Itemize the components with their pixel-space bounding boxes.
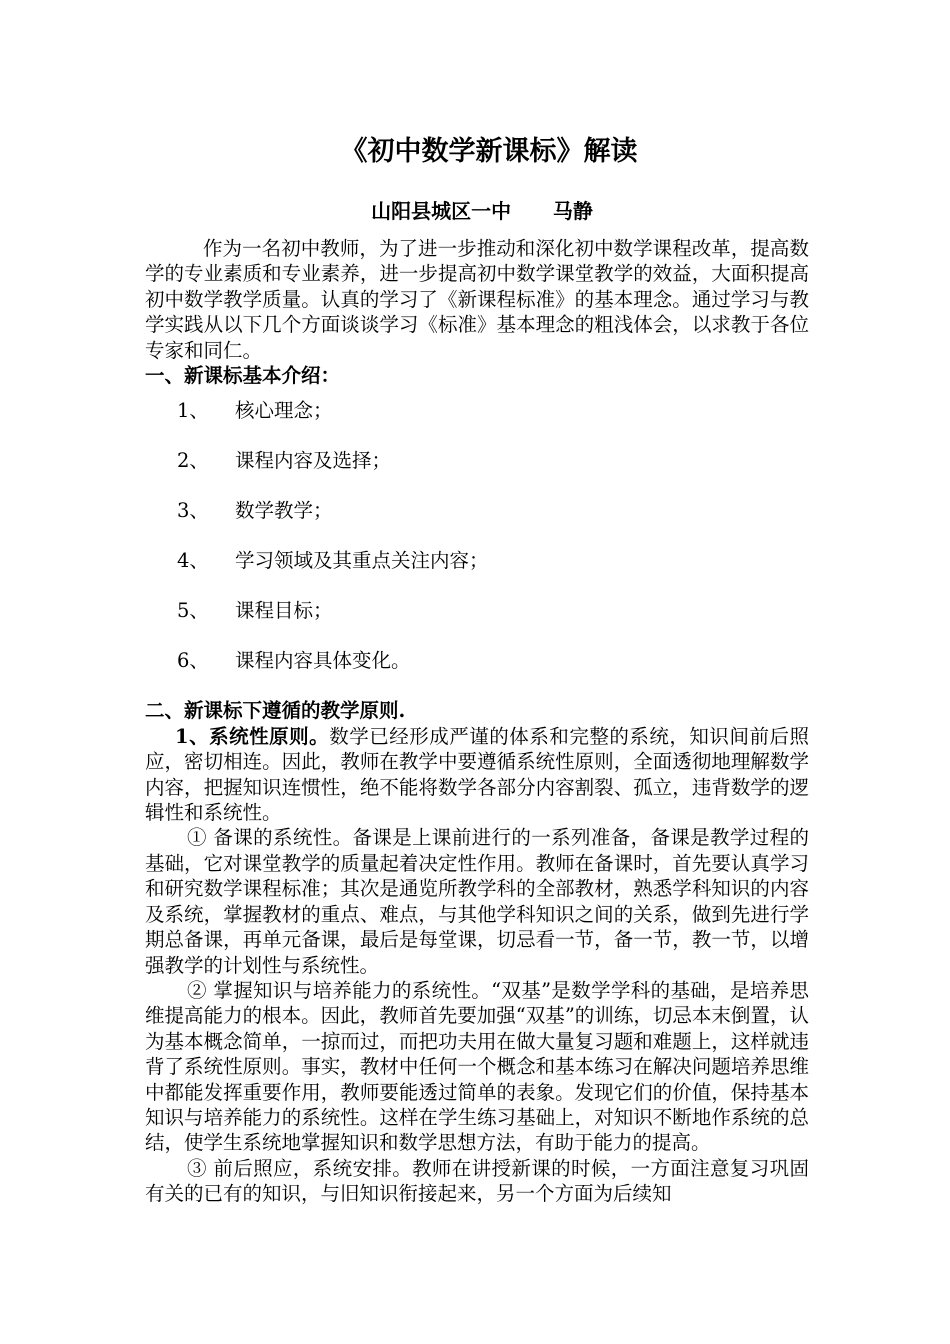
list-item-number: 3、 [177,499,209,523]
list-item-number: 2、 [177,449,209,473]
list-item-number: 5、 [177,599,209,623]
continuity-paragraph: ③ 前后照应，系统安排。教师在讲授新课的时候，一方面注意复习巩固有关的已有的知识，与旧知识衔接起来，另一个方面为后续知 [145,1156,809,1206]
section2-heading: 二、新课标下遵循的教学原则. [145,699,406,723]
principle-paragraph [145,724,809,826]
list-item-text: 课程内容及选择； [235,449,392,473]
skills-paragraph: ② 掌握知识与培养能力的系统性。“双基”是数学学科的基础，是培养思维提高能力的根本。因此，教师首先要加强“双基”的训练，切忌本末倒置，认为基本概念简单，一掠而过，而把功夫用在做大量复习题和难题上，这样就违背了系统性原则。事实，教材中任何一个概念和基本练习在解决问题培养思维中都能发挥重要作用，教师要能透过简单的表象。发现它们的价值，保持基本知识与培养能力的系统性。这样在学生练习基础上，对知识不断地作系统的总结，使学生系统地掌握知识和数学思想方法，有助于能力的提高。 [145,978,809,1155]
list-item-number: 1、 [177,399,209,423]
list-item [145,548,809,598]
list-item [145,598,809,648]
intro-paragraph: 作为一名初中教师，为了进一步推动和深化初中数学课程改革，提高数学的专业素质和专业素养，进一步提高初中数学课堂教学的效益，大面积提高初中数学教学质量。认真的学习了《新课程标准》的基本理念。通过学习与教学实践从以下几个方面谈谈学习《标准》基本理念的粗浅体会，以求教于各位专家和同仁。 [145,237,809,362]
lesson-prep-paragraph: ① 备课的系统性。备课是上课前进行的一系列准备，备课是教学过程的基础，它对课堂教学的质量起着决定性作用。教师在备课时，首先要认真学习和研究数学课程标准；其次是通览所教学科的全部教材，熟悉学科知识的内容及系统，掌握教材的重点、难点，与其他学科知识之间的关系，做到先进行学期总备课，再单元备课，最后是每堂课，切忌看一节，备一节，教一节，以增强教学的计划性与系统性。 [145,826,809,977]
core-topics-list [145,398,809,698]
author-line: 山阳县城区一中 马静 [371,199,593,223]
list-item-text: 学习领域及其重点关注内容； [235,549,489,573]
principle-text: 数学已经形成严谨的体系和完整的系统，知识间前后照应，密切相连。因此，教师在教学中要遵循系统性原则，全面透彻地理解数学内容，把握知识连惯性，绝不能将数学各部分内容割裂、孤立，违背数学的逻辑性和系统性。 [145,724,809,825]
list-item [145,398,809,448]
list-item-text: 数学教学； [235,499,333,523]
list-item-number: 6、 [177,649,209,673]
list-item-text: 课程内容具体变化。 [235,649,411,673]
document-title: 《初中数学新课标》解读 [340,136,638,167]
principle-title: 1、系统性原则。 [175,724,330,748]
list-item [145,648,809,698]
section1-heading: 一、新课标基本介绍： [145,364,341,388]
list-item-text: 核心理念； [235,399,333,423]
list-item-number: 4、 [177,549,209,573]
document-body [145,128,809,1207]
list-item [145,498,809,548]
list-item-text: 课程目标； [235,599,333,623]
list-item [145,448,809,498]
